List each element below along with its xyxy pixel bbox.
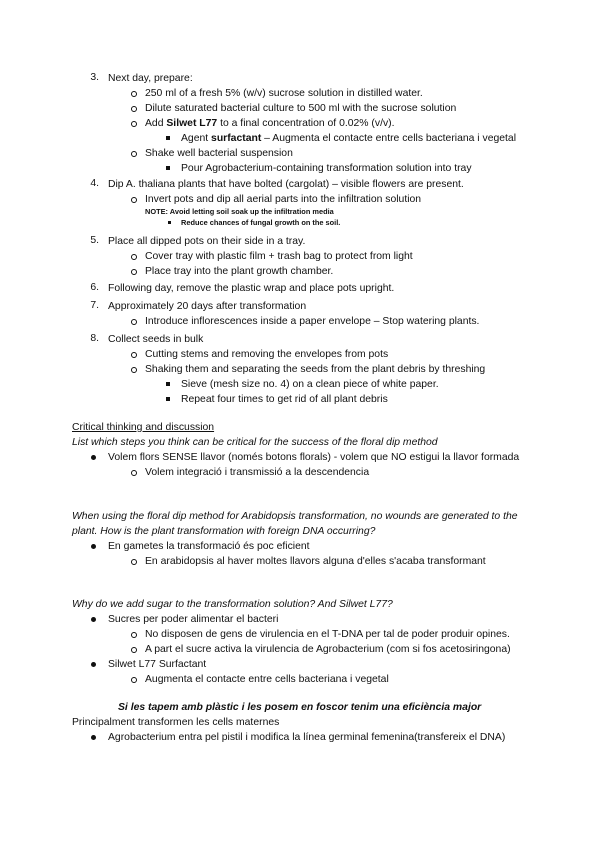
step-number: 4. xyxy=(90,178,99,189)
final-line: Principalment transformen les cells maternes xyxy=(72,717,280,728)
answer-subtext: Volem integració i transmissió a la descendencia xyxy=(145,467,370,478)
bullet-icon xyxy=(91,455,96,460)
answer-subtext: A part el sucre activa la virulencia de Agrobacterium (com si fos acetosiringona) xyxy=(145,644,511,655)
subsubstep-text: Pour Agrobacterium-containing transformation solution into tray xyxy=(181,163,472,174)
bullet-icon xyxy=(91,617,96,622)
conclusion-text: Si les tapem amb plàstic i les posem en foscor tenim una eficiència major xyxy=(118,702,482,713)
substep-text: Place tray into the plant growth chamber. xyxy=(145,266,334,277)
square-bullet-icon xyxy=(166,136,170,140)
bullet-icon xyxy=(91,662,96,667)
question-text: plant. How is the plant transformation with foreign DNA occurring? xyxy=(72,526,376,537)
step-text: Following day, remove the plastic wrap and place pots upright. xyxy=(108,283,395,294)
hollow-bullet-icon xyxy=(131,632,137,638)
step-number: 3. xyxy=(90,72,99,83)
answer-subtext: No disposen de gens de virulencia en el T-DNA per tal de poder produir opines. xyxy=(145,629,510,640)
substep-text: Cutting stems and removing the envelopes from pots xyxy=(145,349,389,360)
hollow-bullet-icon xyxy=(131,470,137,476)
substep-text: Invert pots and dip all aerial parts into the infiltration solution xyxy=(145,194,422,205)
hollow-bullet-icon xyxy=(131,106,137,112)
substep-text: 250 ml of a fresh 5% (w/v) sucrose solution in distilled water. xyxy=(145,88,423,99)
answer-text: En gametes la transformació és poc eficient xyxy=(108,541,310,552)
answer-subtext: En arabidopsis al haver moltes llavors alguna d'elles s'acaba transformant xyxy=(145,556,486,567)
bullet-icon xyxy=(91,544,96,549)
hollow-bullet-icon xyxy=(131,647,137,653)
hollow-bullet-icon xyxy=(131,269,137,275)
square-bullet-icon xyxy=(166,382,170,386)
step-number: 7. xyxy=(90,300,99,311)
hollow-bullet-icon xyxy=(131,352,137,358)
step-number: 8. xyxy=(90,333,99,344)
hollow-bullet-icon xyxy=(131,559,137,565)
answer-text: Agrobacterium entra pel pistil i modifica la línea germinal femenina(transfereix el DNA) xyxy=(108,732,506,743)
step-text: Next day, prepare: xyxy=(108,73,193,84)
step-number: 5. xyxy=(90,235,99,246)
subsubstep-text: Repeat four times to get rid of all plant debris xyxy=(181,394,388,405)
hollow-bullet-icon xyxy=(131,151,137,157)
step-number: 6. xyxy=(90,282,99,293)
square-bullet-icon xyxy=(168,221,171,224)
hollow-bullet-icon xyxy=(131,677,137,683)
answer-text: Silwet L77 Surfactant xyxy=(108,659,207,670)
step-text: Dip A. thaliana plants that have bolted (cargolat) – visible flowers are present. xyxy=(108,179,464,190)
note-subtext: Reduce chances of fungal growth on the soil. xyxy=(181,218,341,227)
substep-text: Shake well bacterial suspension xyxy=(145,148,293,159)
subsubstep-text: Agent surfactant – Augmenta el contacte entre cells bacteriana i vegetal xyxy=(181,133,517,144)
step-text: Approximately 20 days after transformation xyxy=(108,301,307,312)
square-bullet-icon xyxy=(166,166,170,170)
substep-text: Dilute saturated bacterial culture to 500 ml with the sucrose solution xyxy=(145,103,457,114)
substep-text: Introduce inflorescences inside a paper envelope – Stop watering plants. xyxy=(145,316,480,327)
step-text: Collect seeds in bulk xyxy=(108,334,204,345)
substep-text: Cover tray with plastic film + trash bag to protect from light xyxy=(145,251,413,262)
hollow-bullet-icon xyxy=(131,367,137,373)
square-bullet-icon xyxy=(166,397,170,401)
step-text: Place all dipped pots on their side in a tray. xyxy=(108,236,306,247)
bullet-icon xyxy=(91,735,96,740)
hollow-bullet-icon xyxy=(131,319,137,325)
hollow-bullet-icon xyxy=(131,121,137,127)
answer-subtext: Augmenta el contacte entre cells bacteriana i vegetal xyxy=(145,674,389,685)
substep-text: Shaking them and separating the seeds from the plant debris by threshing xyxy=(145,364,486,375)
answer-text: Volem flors SENSE llavor (només botons florals) - volem que NO estigui la llavor formada xyxy=(108,452,520,463)
answer-text: Sucres per poder alimentar el bacteri xyxy=(108,614,279,625)
substep-text: Add Silwet L77 to a final concentration of 0.02% (v/v). xyxy=(145,118,395,129)
question-text: When using the floral dip method for Arabidopsis transformation, no wounds are generated to the xyxy=(72,511,518,522)
subsubstep-text: Sieve (mesh size no. 4) on a clean piece of white paper. xyxy=(181,379,439,390)
question-text: Why do we add sugar to the transformation solution? And Silwet L77? xyxy=(72,599,393,610)
note-text: NOTE: Avoid letting soil soak up the infiltration media xyxy=(145,207,334,216)
hollow-bullet-icon xyxy=(131,254,137,260)
section-heading: Critical thinking and discussion xyxy=(72,422,215,433)
hollow-bullet-icon xyxy=(131,91,137,97)
question-text: List which steps you think can be critical for the success of the floral dip method xyxy=(72,437,438,448)
hollow-bullet-icon xyxy=(131,197,137,203)
